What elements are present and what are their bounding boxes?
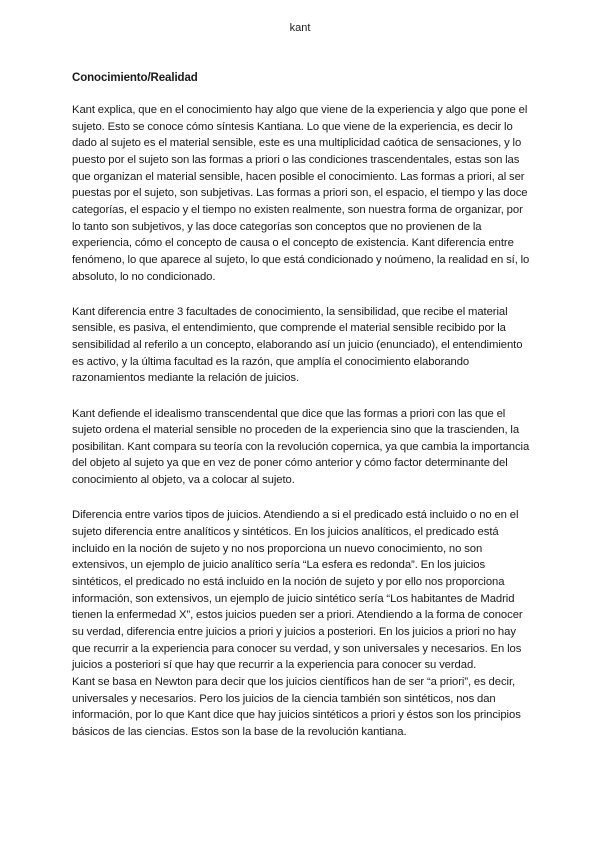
paragraph-newton: Kant se basa en Newton para decir que los juicios científicos han de ser “a priori”, es decir, universales y necesarios. Pero los juicios de la ciencia también son sintéticos, nos dan información, por lo que Kant dice que hay juicios sintéticos a priori y éstos son los principios básicos de las ciencias. Estos son la base de la revolución kantiana. xyxy=(72,675,521,738)
paragraph-idealism: Kant defiende el idealismo transcendental que dice que las formas a priori con las que el sujeto ordena el material sensible no proceden de la experiencia sino que la trascienden, la posibilitan. Kant compara su teoría con la revolución copernica, ya que cambia la importancia del objeto al sujeto ya que en vez de poner cómo anterior y cómo factor determinante del conocimiento al objeto, va a colocar al sujeto. xyxy=(72,407,530,487)
paragraph-faculties: Kant diferencia entre 3 facultades de conocimiento, la sensibilidad, que recibe el material sensible, es pasiva, el entendimiento, que comprende el material sensible recibido por la sensibilidad al referilo a un concepto, elaborando así un juicio (enunciado), el entendimiento es activo, y la última facultad es la razón, que amplía el conocimiento elaborando razonamientos mediante la relación de juicios. xyxy=(72,305,523,385)
section-heading: Conocimiento/Realidad xyxy=(72,72,198,84)
document-body xyxy=(72,71,530,740)
paragraph-synthesis: Kant explica, que en el conocimiento hay algo que viene de la experiencia y algo que pone el sujeto. Esto se conoce cómo síntesis Kantiana. Lo que viene de la experiencia, es decir lo dado al sujeto es el material sensible, este es una multiplicidad caótica de sensaciones, y lo puesto por el sujeto son las formas a priori o las condiciones trascendentales, estas son las que organizan el material sensible, hacen posible el conocimiento. Las formas a priori, al ser puestas por el sujeto, son subjetivas. Las formas a priori son, el espacio, el tiempo y las doce categorías, el espacio y el tiempo no existen realmente, son nuestra forma de organizar, por lo tanto son subjetivos, y las doce categorías son conceptos que no provienen de la experiencia, cómo el concepto de causa o el concepto de existencia. Kant diferencia entre fenómeno, lo que aparece al sujeto, lo que está condicionado y noúmeno, la realidad en sí, lo absoluto, lo no condicionado. xyxy=(72,104,530,283)
page-header-title: kant xyxy=(289,22,311,34)
paragraph-judgments: Diferencia entre varios tipos de juicios. Atendiendo a si el predicado está incluido o no en el sujeto diferencia entre analíticos y sintéticos. En los juicios analíticos, el predicado está incluido en la noción de sujeto y no nos proporciona un nuevo conocimiento, no son extensivos, un ejemplo de juicio analítico sería “La esfera es redonda”. En los juicios sintéticos, el predicado no está incluido en la noción de sujeto y por ello nos proporciona información, son extensivos, un ejemplo de juicio sintético sería “Los habitantes de Madrid tienen la enfermedad X”, estos juicios pueden ser a priori. Atendiendo a la forma de conocer su verdad, diferencia entre juicios a priori y juicios a posteriori. En los juicios a priori no hay que recurrir a la experiencia para conocer su verdad, y son universales y necesarios. En los juicios a posteriori sí que hay que recurrir a la experiencia para conocer su verdad. xyxy=(72,509,523,672)
